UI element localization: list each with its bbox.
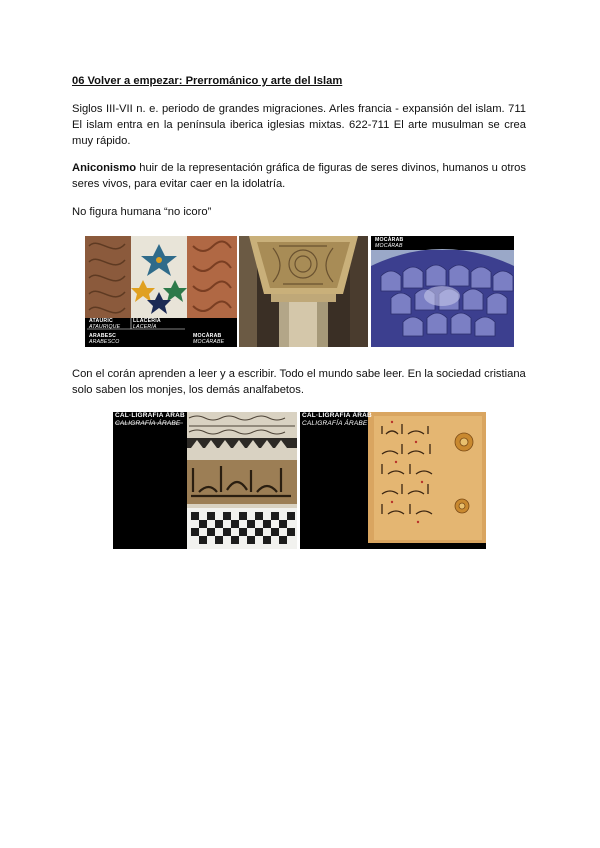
caption-laceria — [133, 318, 161, 330]
manuscript-illustration — [300, 412, 486, 549]
caption-mocarab — [375, 237, 404, 249]
caption-ataurique — [89, 318, 120, 330]
caption-line: ARABESC — [89, 333, 117, 339]
ornament-illustration — [85, 236, 237, 347]
caption-line: ATAURIQUE — [89, 324, 121, 330]
mocarabe-image — [371, 236, 514, 347]
caption-line: LLACERIA — [133, 318, 161, 324]
caption-caligrafia-2 — [302, 412, 372, 428]
caption-line: LACERÍA — [133, 324, 157, 330]
caption-line: CAL·LIGRAFIA ÀRAB — [302, 412, 372, 419]
paragraph-history: Siglos III-VII n. e. periodo de grandes migraciones. Arles francia - expansión del islam. 711 El islam entra en la península iberica iglesias mixtas. 622-711 El arte musulman se crea muy rápido. — [72, 103, 526, 147]
paragraph-coran: Con el corán aprenden a leer y a escribir. Todo el mundo sabe leer. En la sociedad cristiana solo saben los monjes, los demás analfabetos. — [72, 368, 526, 396]
caption-line: MOCÁRABE — [193, 339, 225, 345]
capital-image — [239, 236, 368, 347]
caption-line: CALIGRAFÍA ÁRABE — [115, 420, 181, 427]
section-title: 06 Volver a empezar: Prerrománico y arte del Islam — [72, 75, 343, 87]
manuscript-image — [300, 412, 486, 549]
caption-line: MOCÀRAB — [193, 333, 222, 339]
ornament-image — [85, 236, 237, 347]
caption-caligrafia — [115, 412, 185, 428]
caption-arabesco — [89, 333, 119, 345]
caption-line: CAL·LIGRAFIA ÀRAB — [115, 412, 185, 419]
paragraph-no-figura: No figura humana “no icoro” — [72, 206, 212, 218]
calligraphy-tile-image — [113, 412, 297, 549]
caption-line: MOCÀRAB — [375, 237, 404, 243]
caption-mocarabe — [193, 333, 224, 345]
calligraphy-tile-illustration — [113, 412, 297, 549]
term-aniconismo: Aniconismo — [72, 162, 137, 174]
caption-line: ATAURIC — [89, 318, 113, 324]
caption-line: CALIGRAFÍA ÁRABE — [302, 420, 368, 427]
capital-illustration — [239, 236, 368, 347]
definition-aniconismo: huir de la representación gráfica de figuras de seres divinos, humanos u otros seres vivos, para evitar caer en la idolatría. — [72, 162, 526, 190]
mocarabe-illustration — [371, 236, 514, 347]
paragraph-aniconismo — [72, 160, 526, 192]
caption-line: MOCÁRAB — [375, 243, 403, 249]
caption-line: ARABESCO — [89, 339, 120, 345]
